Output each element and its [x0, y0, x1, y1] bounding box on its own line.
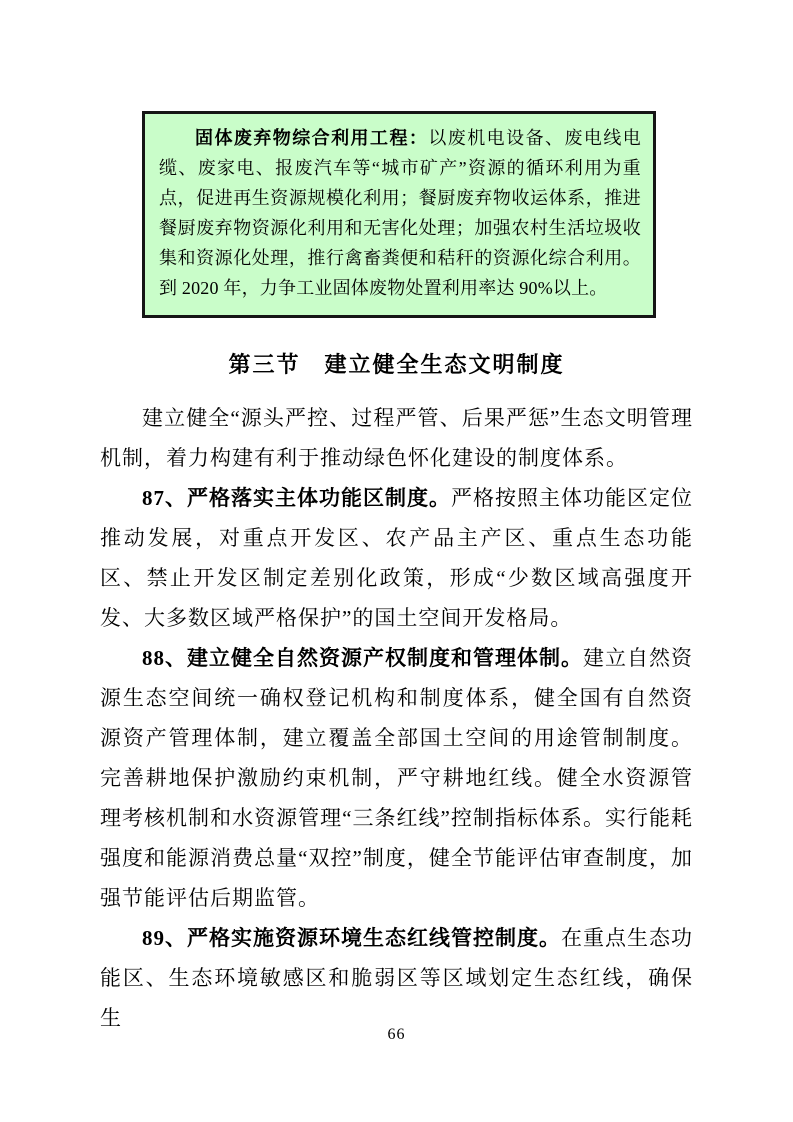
- callout-body-text: 以废机电设备、废电线电缆、废家电、报废汽车等“城市矿产”资源的循环利用为重点，促进再生资源规模化利用；餐厨废弃物收运体系，推进餐厨废弃物资源化利用和无害化处理；加强农村生活垃圾收集和资源化处理，推行禽畜粪便和秸秆的资源化综合利用。到 2020 年，力争工业固体废物处置利用率达 90%以上。: [159, 128, 641, 298]
- paragraph-lead: 89、严格实施资源环境生态红线管控制度。: [142, 926, 561, 950]
- callout-paragraph: [159, 123, 641, 303]
- body-content: [100, 398, 693, 1038]
- paragraph-lead: 88、建立健全自然资源产权制度和管理体制。: [142, 646, 583, 670]
- paragraph-intro: [100, 398, 693, 478]
- page-number: 66: [387, 1026, 406, 1043]
- paragraph-lead: 87、严格落实主体功能区制度。: [142, 486, 451, 510]
- paragraph-89: [100, 918, 693, 1038]
- paragraph-text: 严格按照主体功能区定位推动发展，对重点开发区、农产品主产区、重点生态功能区、禁止开发区制定差别化政策，形成“少数区域高强度开发、大多数区域严格保护”的国土空间开发格局。: [100, 486, 693, 630]
- callout-lead: 固体废弃物综合利用工程：: [195, 128, 429, 148]
- paragraph-text: 在重点生态功能区、生态环境敏感区和脆弱区等区域划定生态红线，确保生: [100, 926, 693, 1030]
- paragraph-text: 建立自然资源生态空间统一确权登记机构和制度体系，健全国有自然资源资产管理体制，建立覆盖全部国土空间的用途管制制度。完善耕地保护激励约束机制，严守耕地红线。健全水资源管理考核机制和水资源管理“三条红线”控制指标体系。实行能耗强度和能源消费总量“双控”制度，健全节能评估审查制度，加强节能评估后期监管。: [100, 646, 693, 910]
- paragraph-text: 建立健全“源头严控、过程严管、后果严惩”生态文明管理机制，着力构建有利于推动绿色怀化建设的制度体系。: [100, 406, 693, 470]
- paragraph-87: [100, 478, 693, 638]
- callout-box: [142, 111, 656, 318]
- section-heading: 第三节 建立健全生态文明制度: [228, 352, 565, 377]
- paragraph-88: [100, 638, 693, 918]
